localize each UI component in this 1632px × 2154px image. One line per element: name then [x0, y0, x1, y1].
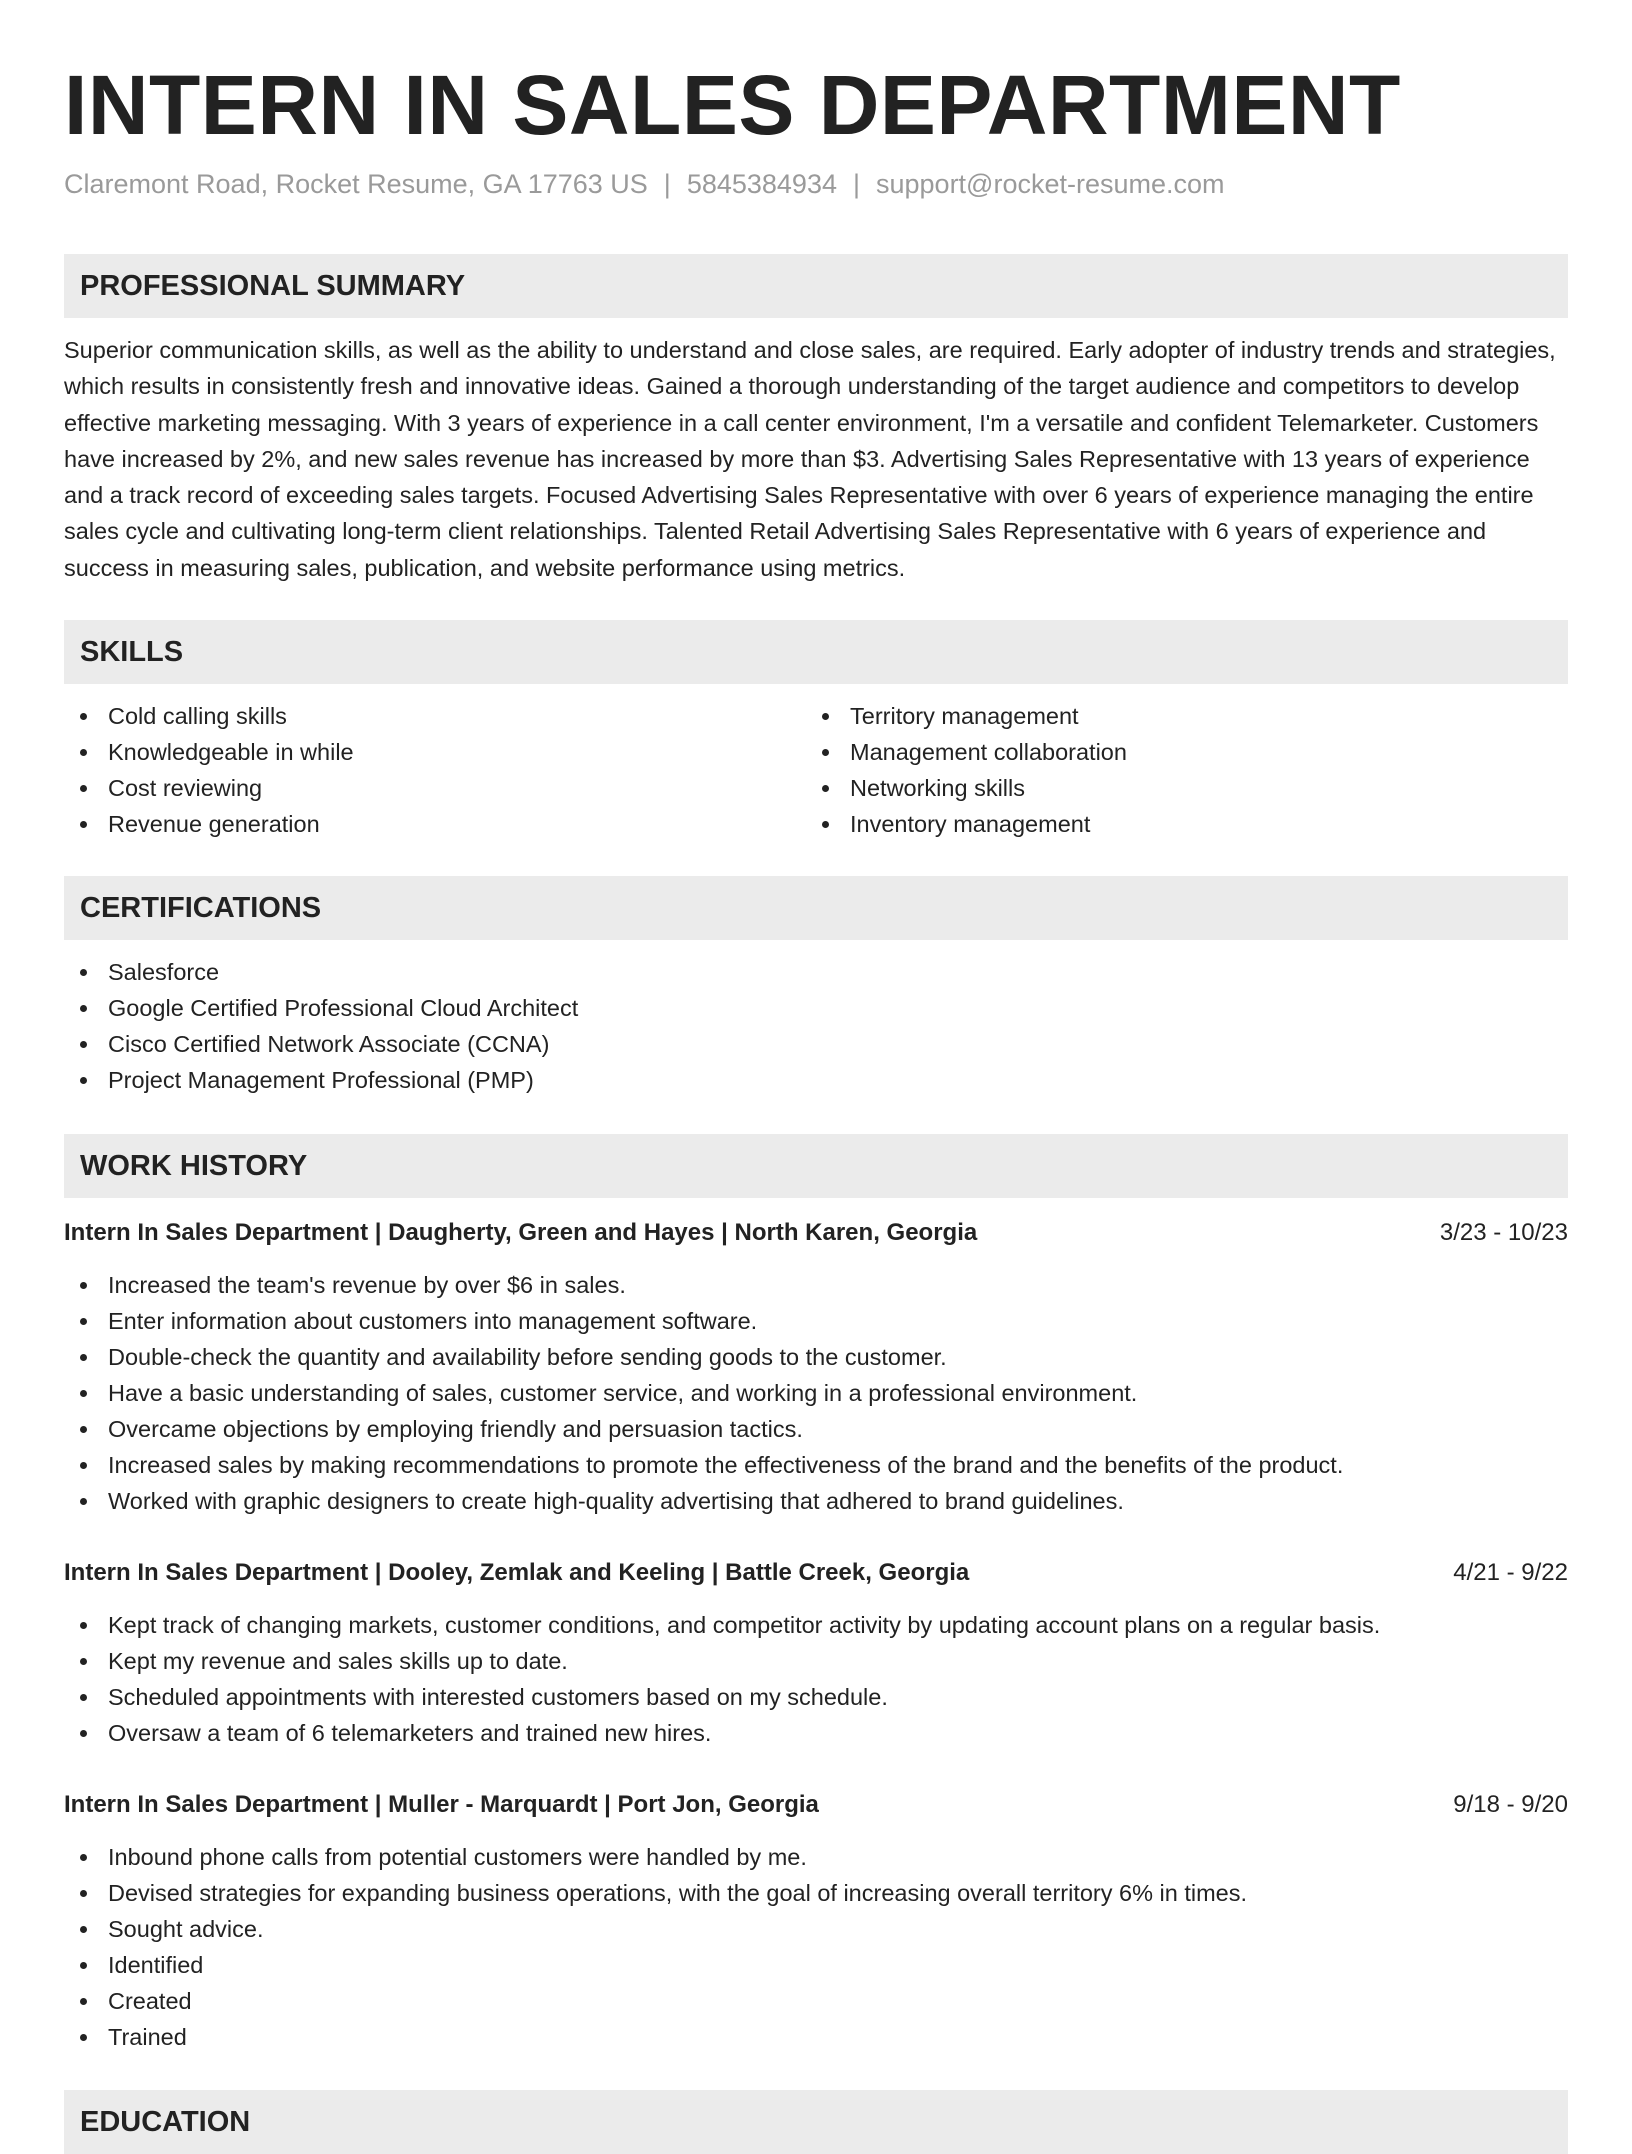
section-header-work-history — [64, 1134, 1568, 1198]
skill-item: Cold calling skills — [64, 698, 804, 734]
job-title: Intern In Sales Department | Dooley, Zemlak and Keeling | Battle Creek, Georgia — [64, 1559, 970, 1586]
job-dates: 9/18 - 9/20 — [1453, 1791, 1568, 1818]
section-title: PROFESSIONAL SUMMARY — [80, 270, 466, 302]
job-dates: 4/21 - 9/22 — [1453, 1559, 1568, 1586]
skill-item: Knowledgeable in while — [64, 734, 804, 770]
skill-item: Revenue generation — [64, 806, 804, 842]
contact-separator: | — [852, 169, 860, 199]
skill-item: Cost reviewing — [64, 770, 804, 806]
job-bullet: Increased the team's revenue by over $6 in sales. — [64, 1267, 1568, 1303]
section-header-summary — [64, 254, 1568, 318]
certification-item: Salesforce — [64, 954, 578, 990]
job-header — [64, 1787, 1568, 1823]
job-bullet: Increased sales by making recommendations to promote the effectiveness of the brand and the benefits of the product. — [64, 1447, 1568, 1483]
section-header-education — [64, 2090, 1568, 2154]
skill-item: Networking skills — [806, 770, 1546, 806]
job-bullets — [64, 1267, 1568, 1519]
job-bullet: Trained — [64, 2019, 1568, 2055]
section-title: WORK HISTORY — [80, 1150, 308, 1182]
summary-text: Superior communication skills, as well as the ability to understand and close sales, are required. Early adopter of industry trends and strategies, which results in consistently fresh and innovative ideas. Gained a thorough understanding of the target audience and competitors to develop effective marketing messaging. With 3 years of experience in a call center environment, I'm a versatile and confident Telemarketer. Customers have increased by 2%, and new sales revenue has increased by more than $3. Advertising Sales Representative with 13 years of experience and a track record of exceeding sales targets. Focused Advertising Sales Representative with over 6 years of experience managing the entire sales cycle and cultivating long-term client relationships. Talented Retail Advertising Sales Representative with 6 years of experience and success in measuring sales, publication, and website performance using metrics. — [64, 337, 1556, 581]
job-header — [64, 1555, 1568, 1591]
job-title: Intern In Sales Department | Muller - Marquardt | Port Jon, Georgia — [64, 1791, 819, 1818]
job-bullet: Double-check the quantity and availability before sending goods to the customer. — [64, 1339, 1568, 1375]
skill-item: Inventory management — [806, 806, 1546, 842]
certification-item: Cisco Certified Network Associate (CCNA) — [64, 1026, 578, 1062]
certification-item: Google Certified Professional Cloud Architect — [64, 990, 578, 1026]
job-bullet: Kept my revenue and sales skills up to date. — [64, 1643, 1568, 1679]
job-bullet: Devised strategies for expanding business operations, with the goal of increasing overall territory 6% in times. — [64, 1875, 1568, 1911]
contact-separator: | — [663, 169, 671, 199]
skill-item: Territory management — [806, 698, 1546, 734]
section-header-skills — [64, 620, 1568, 684]
skill-item: Management collaboration — [806, 734, 1546, 770]
section-title: CERTIFICATIONS — [80, 892, 322, 924]
resume-name: INTERN IN SALES DEPARTMENT — [64, 58, 1401, 152]
contact-address: Claremont Road, Rocket Resume, GA 17763 US — [64, 169, 648, 199]
certification-item: Project Management Professional (PMP) — [64, 1062, 578, 1098]
section-header-certifications — [64, 876, 1568, 940]
contact-email: support@rocket-resume.com — [876, 169, 1225, 199]
job-bullet: Sought advice. — [64, 1911, 1568, 1947]
job-bullets — [64, 1839, 1568, 2055]
job-bullet: Worked with graphic designers to create high-quality advertising that adhered to brand guidelines. — [64, 1483, 1568, 1519]
certifications-list — [64, 954, 578, 1098]
job-bullet: Scheduled appointments with interested customers based on my schedule. — [64, 1679, 1568, 1715]
section-title: EDUCATION — [80, 2106, 251, 2138]
job-bullet: Created — [64, 1983, 1568, 2019]
contact-line — [64, 166, 1225, 202]
job-bullet: Oversaw a team of 6 telemarketers and trained new hires. — [64, 1715, 1568, 1751]
job-dates: 3/23 - 10/23 — [1439, 1219, 1568, 1246]
job-bullet: Have a basic understanding of sales, customer service, and working in a professional environment. — [64, 1375, 1568, 1411]
job-bullet: Identified — [64, 1947, 1568, 1983]
skills-list-left — [64, 698, 804, 842]
job-bullet: Kept track of changing markets, customer conditions, and competitor activity by updating account plans on a regular basis. — [64, 1607, 1568, 1643]
job-bullet: Overcame objections by employing friendly and persuasion tactics. — [64, 1411, 1568, 1447]
job-title: Intern In Sales Department | Daugherty, Green and Hayes | North Karen, Georgia — [64, 1219, 978, 1246]
job-bullet: Inbound phone calls from potential customers were handled by me. — [64, 1839, 1568, 1875]
contact-phone: 5845384934 — [686, 169, 837, 199]
job-bullet: Enter information about customers into management software. — [64, 1303, 1568, 1339]
skills-list-right — [806, 698, 1546, 842]
section-title: SKILLS — [80, 636, 184, 668]
job-bullets — [64, 1607, 1568, 1751]
job-header — [64, 1215, 1568, 1251]
